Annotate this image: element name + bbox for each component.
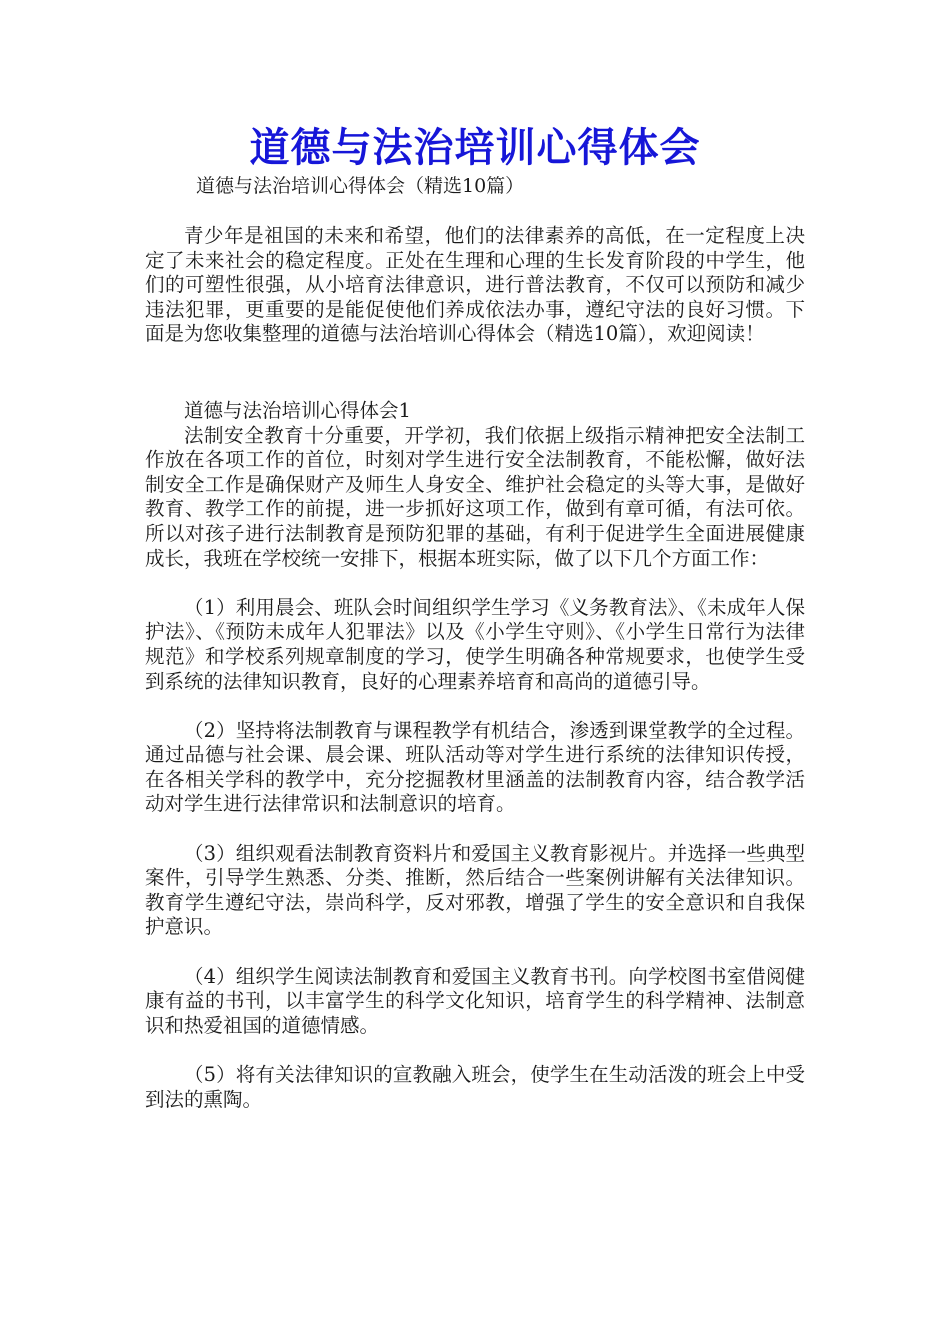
- section-heading: 道德与法治培训心得体会1: [184, 398, 411, 422]
- section-body-paragraph: 法制安全教育十分重要，开学初，我们依据上级指示精神把安全法制工作放在各项工作的首位，时刻对学生进行安全法制教育，不能松懈，做好法制安全工作是确保财产及师生人身安全、维护社会稳定的头等大事，是做好教育、教学工作的前提，进一步抓好这项工作，做到有章可循，有法可依。所以对孩子进行法制教育是预防犯罪的基础，有利于促进学生全面进展健康成长，我班在学校统一安排下，根据本班实际，做了以下几个方面工作：: [145, 423, 805, 570]
- document-title: 道德与法治培训心得体会: [249, 125, 701, 171]
- list-item: （1）利用晨会、班队会时间组织学生学习《义务教育法》、《未成年人保护法》、《预防未成年人犯罪法》以及《小学生守则》、《小学生日常行为法律规范》和学校系列规章制度的学习，使学生明确各种常规要求，也使学生受到系统的法律知识教育，良好的心理素养培育和高尚的道德引导。: [145, 595, 805, 693]
- list-item: （2）坚持将法制教育与课程教学有机结合，渗透到课堂教学的全过程。通过品德与社会课、晨会课、班队活动等对学生进行系统的法律知识传授，在各相关学科的教学中，充分挖掘教材里涵盖的法制教育内容，结合教学活动对学生进行法律常识和法制意识的培育。: [145, 718, 805, 816]
- list-item: （5）将有关法律知识的宣教融入班会，使学生在生动活泼的班会上中受到法的熏陶。: [145, 1063, 805, 1111]
- document-body: [145, 224, 805, 1112]
- list-item: （3）组织观看法制教育资料片和爱国主义教育影视片。并选择一些典型案件，引导学生熟悉、分类、推断，然后结合一些案例讲解有关法律知识。教育学生遵纪守法，崇尚科学，反对邪教，增强了学生的安全意识和自我保护意识。: [145, 841, 805, 939]
- intro-paragraph: 青少年是祖国的未来和希望，他们的法律素养的高低，在一定程度上决定了未来社会的稳定程度。正处在生理和心理的生长发育阶段的中学生，他们的可塑性很强，从小培育法律意识，进行普法教育，不仅可以预防和减少违法犯罪，更重要的是能促使他们养成依法办事，遵纪守法的良好习惯。下面是为您收集整理的道德与法治培训心得体会（精选10篇），欢迎阅读！: [145, 224, 805, 346]
- document-subtitle: 道德与法治培训心得体会（精选10篇）: [196, 175, 525, 197]
- list-item: （4）组织学生阅读法制教育和爱国主义教育书刊。向学校图书室借阅健康有益的书刊，以丰富学生的科学文化知识，培育学生的科学精神、法制意识和热爱祖国的道德情感。: [145, 964, 805, 1037]
